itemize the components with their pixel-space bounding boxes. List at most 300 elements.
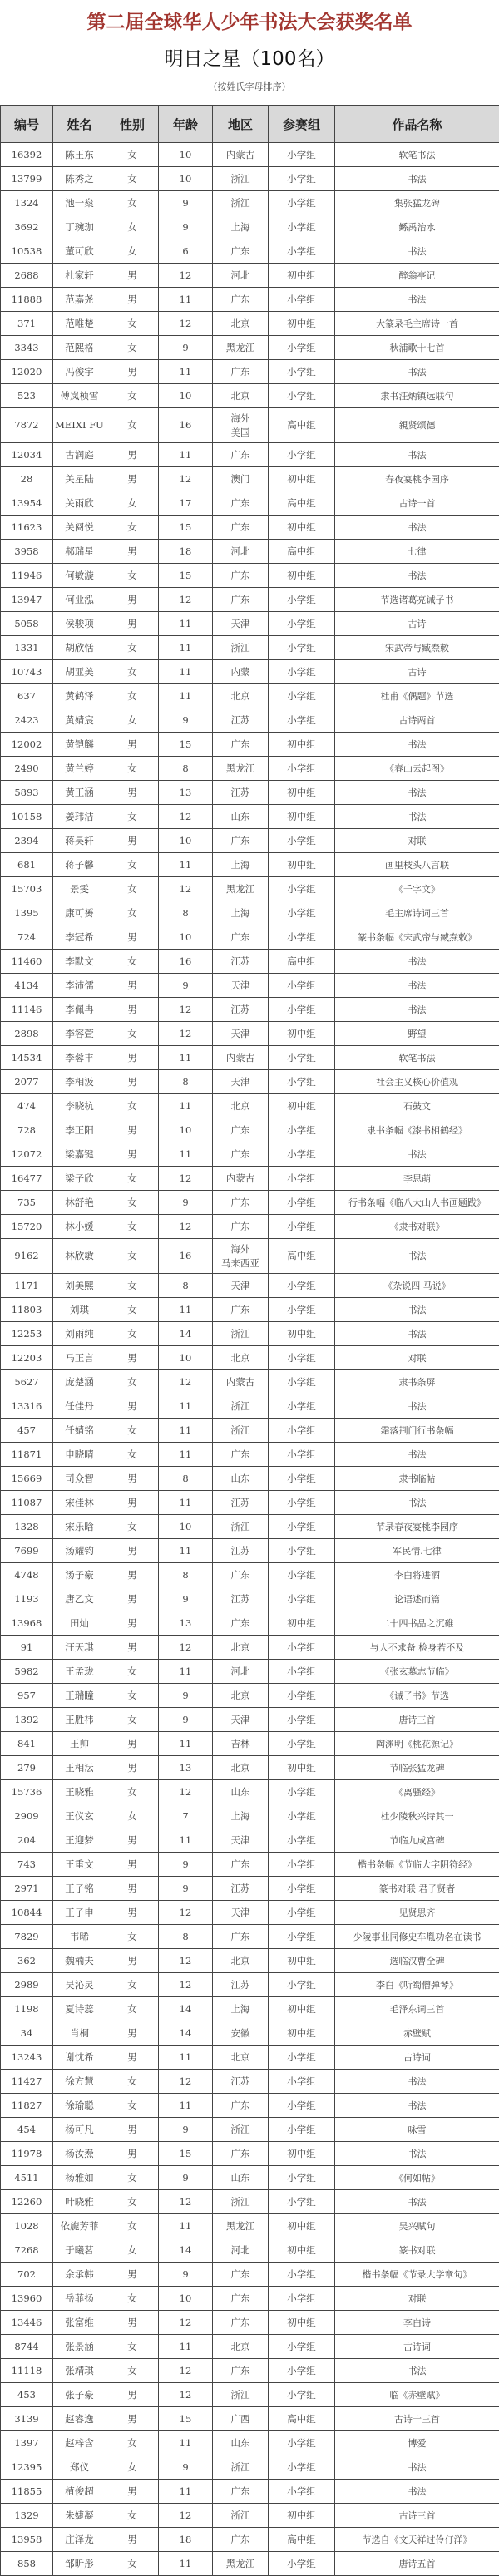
table-row (1, 1322, 499, 1346)
cell-group: 小学组 (269, 2431, 335, 2455)
cell-region: 广东 (213, 2094, 269, 2118)
cell-id: 1328 (1, 1515, 53, 1539)
cell-region: 广东 (213, 564, 269, 588)
cell-group: 小学组 (269, 1467, 335, 1491)
cell-name: 陈王东 (53, 143, 106, 167)
cell-group: 小学组 (269, 2383, 335, 2407)
cell-age: 16 (159, 1239, 213, 1274)
cell-gender: 男 (106, 2142, 159, 2166)
cell-name: 杜家轩 (53, 264, 106, 288)
cell-group: 初中组 (269, 516, 335, 540)
cell-age: 12 (159, 312, 213, 336)
cell-group: 小学组 (269, 191, 335, 215)
cell-age: 12 (159, 1636, 213, 1660)
cell-region: 内蒙 (213, 660, 269, 684)
cell-id: 3139 (1, 2407, 53, 2431)
cell-name: 傅岚桢雪 (53, 384, 106, 408)
cell-age: 10 (159, 143, 213, 167)
cell-gender: 女 (106, 1022, 159, 1046)
cell-age: 12 (159, 2504, 213, 2528)
cell-gender: 女 (106, 2190, 159, 2214)
cell-id: 1324 (1, 191, 53, 215)
cell-id: 1395 (1, 901, 53, 925)
cell-age: 15 (159, 733, 213, 757)
table-row (1, 1539, 499, 1563)
cell-region: 广东 (213, 2480, 269, 2504)
table-row (1, 1732, 499, 1756)
cell-region: 北京 (213, 1684, 269, 1708)
table-row (1, 1443, 499, 1467)
column-header-group: 参赛组 (269, 106, 335, 143)
cell-age: 11 (159, 2335, 213, 2359)
cell-name: 林小媛 (53, 1215, 106, 1239)
cell-age: 11 (159, 2046, 213, 2070)
cell-region: 天津 (213, 1274, 269, 1298)
table-row (1, 2142, 499, 2166)
cell-age: 11 (159, 443, 213, 467)
cell-work: 《千字文》 (335, 877, 499, 901)
cell-gender: 女 (106, 877, 159, 901)
cell-gender: 女 (106, 2166, 159, 2190)
table-row (1, 998, 499, 1022)
cell-region: 安徽 (213, 2021, 269, 2046)
cell-id: 15720 (1, 1215, 53, 1239)
cell-age: 11 (159, 2480, 213, 2504)
cell-group: 小学组 (269, 1587, 335, 1611)
cell-name: 姜玮洁 (53, 805, 106, 829)
cell-region: 广东 (213, 1925, 269, 1949)
cell-name: 刘美熙 (53, 1274, 106, 1298)
cell-id: 8744 (1, 2335, 53, 2359)
cell-work: 书法 (335, 2070, 499, 2094)
cell-name: 何业泓 (53, 588, 106, 612)
cell-age: 14 (159, 1997, 213, 2021)
cell-region: 浙江 (213, 2504, 269, 2528)
cell-name: 林舒艳 (53, 1191, 106, 1215)
cell-work: 书法 (335, 288, 499, 312)
table-row (1, 2528, 499, 2552)
cell-work: 书法 (335, 998, 499, 1022)
cell-group: 小学组 (269, 167, 335, 191)
cell-gender: 男 (106, 925, 159, 950)
cell-id: 204 (1, 1828, 53, 1853)
cell-work: 古诗一首 (335, 491, 499, 516)
cell-name: 谢忱希 (53, 2046, 106, 2070)
cell-name: 庞楚涵 (53, 1370, 106, 1394)
cell-name: 李佩冉 (53, 998, 106, 1022)
cell-work: 篆书对联 君子贤者 (335, 1877, 499, 1901)
cell-id: 7268 (1, 2238, 53, 2263)
cell-age: 16 (159, 950, 213, 974)
cell-region: 天津 (213, 1070, 269, 1094)
cell-work: 书法 (335, 1298, 499, 1322)
cell-name: 韦晞 (53, 1925, 106, 1949)
cell-age: 11 (159, 1660, 213, 1684)
cell-id: 2423 (1, 708, 53, 733)
cell-id: 13947 (1, 588, 53, 612)
cell-gender: 男 (106, 2311, 159, 2335)
cell-name: 司众智 (53, 1467, 106, 1491)
cell-group: 小学组 (269, 443, 335, 467)
cell-age: 12 (159, 805, 213, 829)
cell-age: 8 (159, 757, 213, 781)
table-row (1, 143, 499, 167)
cell-group: 小学组 (269, 143, 335, 167)
cell-age: 15 (159, 516, 213, 540)
cell-group: 小学组 (269, 1539, 335, 1563)
cell-region: 广东 (213, 1215, 269, 1239)
cell-id: 11427 (1, 2070, 53, 2094)
cell-name: 侯骏项 (53, 612, 106, 636)
cell-id: 457 (1, 1419, 53, 1443)
cell-work: 书法 (335, 2142, 499, 2166)
cell-group: 初中组 (269, 1094, 335, 1118)
cell-region: 广东 (213, 588, 269, 612)
table-row (1, 2431, 499, 2455)
table-row (1, 805, 499, 829)
cell-gender: 男 (106, 1732, 159, 1756)
cell-age: 8 (159, 1925, 213, 1949)
cell-id: 1392 (1, 1708, 53, 1732)
cell-age: 12 (159, 1901, 213, 1925)
cell-region: 北京 (213, 2046, 269, 2070)
cell-gender: 女 (106, 336, 159, 360)
cell-id: 858 (1, 2552, 53, 2576)
cell-region: 北京 (213, 684, 269, 708)
table-row (1, 1949, 499, 1973)
cell-name: 康可赟 (53, 901, 106, 925)
table-row (1, 467, 499, 491)
cell-work: 楷书条幅《节临大字阴符经》 (335, 1853, 499, 1877)
cell-work: 隶书条幅《漆书相鹤经》 (335, 1118, 499, 1142)
cell-gender: 女 (106, 1419, 159, 1443)
cell-name: 张富维 (53, 2311, 106, 2335)
cell-id: 2394 (1, 829, 53, 853)
cell-region: 山东 (213, 2431, 269, 2455)
cell-id: 681 (1, 853, 53, 877)
cell-group: 小学组 (269, 1491, 335, 1515)
table-row (1, 1708, 499, 1732)
table-row (1, 925, 499, 950)
cell-region: 江苏 (213, 998, 269, 1022)
cell-work: 节临张猛龙碑 (335, 1756, 499, 1780)
cell-age: 11 (159, 1419, 213, 1443)
cell-id: 11888 (1, 288, 53, 312)
cell-name: 陈秀之 (53, 167, 106, 191)
cell-gender: 女 (106, 1370, 159, 1394)
cell-work: 李白《听蜀僧弹琴》 (335, 1973, 499, 1997)
cell-region: 广西 (213, 2407, 269, 2431)
cell-gender: 女 (106, 1515, 159, 1539)
cell-region: 浙江 (213, 636, 269, 660)
cell-work: 毛主席诗词三首 (335, 901, 499, 925)
cell-age: 6 (159, 239, 213, 264)
table-row (1, 2166, 499, 2190)
cell-region: 广东 (213, 491, 269, 516)
cell-age: 9 (159, 1877, 213, 1901)
table-row (1, 1563, 499, 1587)
cell-group: 小学组 (269, 2118, 335, 2142)
cell-group: 小学组 (269, 1708, 335, 1732)
cell-work: 书法 (335, 1394, 499, 1419)
cell-work: 隶书临帖 (335, 1467, 499, 1491)
cell-group: 小学组 (269, 660, 335, 684)
cell-id: 34 (1, 2021, 53, 2046)
cell-group: 小学组 (269, 2335, 335, 2359)
table-row (1, 1877, 499, 1901)
cell-id: 2909 (1, 1804, 53, 1828)
cell-name: 植俊超 (53, 2480, 106, 2504)
cell-age: 11 (159, 853, 213, 877)
cell-group: 小学组 (269, 1394, 335, 1419)
cell-group: 小学组 (269, 1370, 335, 1394)
cell-name: 徐方慧 (53, 2070, 106, 2094)
cell-work: 节临九成宫碑 (335, 1828, 499, 1853)
cell-group: 小学组 (269, 708, 335, 733)
cell-work: 古诗三首 (335, 2504, 499, 2528)
cell-region: 上海 (213, 1804, 269, 1828)
cell-group: 小学组 (269, 288, 335, 312)
cell-work: 咏雪 (335, 2118, 499, 2142)
cell-region: 广东 (213, 1853, 269, 1877)
cell-age: 14 (159, 2238, 213, 2263)
cell-age: 12 (159, 1022, 213, 1046)
cell-group: 小学组 (269, 360, 335, 384)
table-row (1, 239, 499, 264)
cell-gender: 女 (106, 660, 159, 684)
cell-gender: 女 (106, 708, 159, 733)
cell-age: 12 (159, 2383, 213, 2407)
cell-work: 软笔书法 (335, 143, 499, 167)
cell-age: 14 (159, 1322, 213, 1346)
cell-gender: 男 (106, 1756, 159, 1780)
cell-region: 内蒙古 (213, 1370, 269, 1394)
cell-name: 董可欣 (53, 239, 106, 264)
cell-age: 12 (159, 2070, 213, 2094)
cell-gender: 男 (106, 2407, 159, 2431)
cell-id: 10844 (1, 1901, 53, 1925)
cell-region: 天津 (213, 1708, 269, 1732)
cell-gender: 男 (106, 1346, 159, 1370)
cell-age: 9 (159, 1191, 213, 1215)
table-row (1, 1346, 499, 1370)
cell-work: 二十四书品之沉碓 (335, 1611, 499, 1636)
cell-age: 7 (159, 1804, 213, 1828)
cell-id: 453 (1, 2383, 53, 2407)
cell-name: 汤子豪 (53, 1563, 106, 1587)
cell-work: 对联 (335, 829, 499, 853)
cell-id: 13243 (1, 2046, 53, 2070)
cell-region: 北京 (213, 2335, 269, 2359)
cell-group: 小学组 (269, 2359, 335, 2383)
cell-id: 12253 (1, 1322, 53, 1346)
cell-region: 广东 (213, 2263, 269, 2287)
cell-work: 唐诗五首 (335, 2552, 499, 2576)
cell-work: 书法 (335, 1142, 499, 1167)
cell-region: 浙江 (213, 2383, 269, 2407)
cell-name: 庄泽龙 (53, 2528, 106, 2552)
cell-name: 王帅 (53, 1732, 106, 1756)
cell-id: 13958 (1, 2528, 53, 2552)
cell-name: 杨雅如 (53, 2166, 106, 2190)
table-row (1, 757, 499, 781)
cell-gender: 女 (106, 1322, 159, 1346)
table-row (1, 2214, 499, 2238)
cell-work: 书法 (335, 805, 499, 829)
cell-id: 3958 (1, 540, 53, 564)
cell-work: 秋浦歌十七首 (335, 336, 499, 360)
cell-work: 大篆录毛主席诗一首 (335, 312, 499, 336)
cell-work: 书法 (335, 2480, 499, 2504)
cell-age: 17 (159, 491, 213, 516)
cell-id: 4134 (1, 974, 53, 998)
cell-gender: 男 (106, 264, 159, 288)
cell-region: 广东 (213, 443, 269, 467)
table-row (1, 2335, 499, 2359)
cell-age: 13 (159, 781, 213, 805)
cell-age: 10 (159, 1118, 213, 1142)
cell-work: 隶书汪炳镇远联句 (335, 384, 499, 408)
cell-name: 蒋子馨 (53, 853, 106, 877)
cell-group: 小学组 (269, 1419, 335, 1443)
cell-name: 蒋昊轩 (53, 829, 106, 853)
cell-id: 12020 (1, 360, 53, 384)
table-row (1, 408, 499, 443)
cell-age: 11 (159, 660, 213, 684)
cell-group: 小学组 (269, 925, 335, 950)
cell-name: 范唯楚 (53, 312, 106, 336)
cell-name: 赵梓含 (53, 2431, 106, 2455)
cell-gender: 男 (106, 1539, 159, 1563)
cell-region: 天津 (213, 1901, 269, 1925)
cell-group: 小学组 (269, 1828, 335, 1853)
cell-name: 李正阳 (53, 1118, 106, 1142)
cell-group: 初中组 (269, 2311, 335, 2335)
cell-region: 浙江 (213, 1394, 269, 1419)
cell-id: 11946 (1, 564, 53, 588)
cell-gender: 女 (106, 757, 159, 781)
table-row (1, 2383, 499, 2407)
cell-id: 13446 (1, 2311, 53, 2335)
table-row (1, 901, 499, 925)
cell-region: 广东 (213, 2528, 269, 2552)
cell-group: 初中组 (269, 1756, 335, 1780)
cell-region: 海外 美国 (213, 408, 269, 443)
cell-group: 小学组 (269, 684, 335, 708)
cell-name: 杨汝焘 (53, 2142, 106, 2166)
cell-id: 7829 (1, 1925, 53, 1949)
cell-name: 黄鹤泽 (53, 684, 106, 708)
cell-work: 书法 (335, 516, 499, 540)
cell-id: 743 (1, 1853, 53, 1877)
cell-region: 广东 (213, 1142, 269, 1167)
cell-work: 古诗 (335, 660, 499, 684)
cell-work: 《张玄墓志节临》 (335, 1660, 499, 1684)
cell-name: 梁嘉键 (53, 1142, 106, 1167)
cell-region: 浙江 (213, 191, 269, 215)
table-row (1, 2504, 499, 2528)
cell-id: 15703 (1, 877, 53, 901)
cell-group: 小学组 (269, 2552, 335, 2576)
table-row (1, 1491, 499, 1515)
cell-name: 张子豪 (53, 2383, 106, 2407)
cell-gender: 女 (106, 2214, 159, 2238)
cell-gender: 女 (106, 312, 159, 336)
cell-age: 9 (159, 1587, 213, 1611)
cell-age: 11 (159, 612, 213, 636)
cell-group: 初中组 (269, 2142, 335, 2166)
cell-work: 少陵事业同修史车胤功名在读书 (335, 1925, 499, 1949)
cell-region: 内蒙古 (213, 143, 269, 167)
cell-work: 书法 (335, 1239, 499, 1274)
cell-id: 5058 (1, 612, 53, 636)
cell-group: 小学组 (269, 1925, 335, 1949)
cell-name: 任婧铭 (53, 1419, 106, 1443)
cell-group: 小学组 (269, 1215, 335, 1239)
cell-id: 11460 (1, 950, 53, 974)
cell-name: 王重文 (53, 1853, 106, 1877)
cell-group: 初中组 (269, 781, 335, 805)
table-row (1, 1419, 499, 1443)
cell-work: 親贤颂德 (335, 408, 499, 443)
cell-name: 申晓晴 (53, 1443, 106, 1467)
cell-group: 小学组 (269, 1046, 335, 1070)
cell-name: 杨可凡 (53, 2118, 106, 2142)
cell-group: 小学组 (269, 215, 335, 239)
cell-age: 11 (159, 2094, 213, 2118)
table-header-row (1, 106, 499, 143)
cell-name: 张靖琪 (53, 2359, 106, 2383)
cell-id: 4748 (1, 1563, 53, 1587)
cell-name: 汪天琪 (53, 1636, 106, 1660)
cell-gender: 男 (106, 467, 159, 491)
cell-work: 古诗 (335, 612, 499, 636)
table-row (1, 491, 499, 516)
cell-work: 篆书条幅《宋武帝与臧焘敕》 (335, 925, 499, 950)
cell-group: 初中组 (269, 805, 335, 829)
cell-name: 王子申 (53, 1901, 106, 1925)
column-header-gender: 性别 (106, 106, 159, 143)
cell-age: 11 (159, 636, 213, 660)
cell-id: 91 (1, 1636, 53, 1660)
cell-age: 9 (159, 215, 213, 239)
cell-gender: 男 (106, 2021, 159, 2046)
table-row (1, 2359, 499, 2383)
cell-id: 7699 (1, 1539, 53, 1563)
cell-group: 高中组 (269, 540, 335, 564)
cell-name: 黄正涵 (53, 781, 106, 805)
cell-age: 9 (159, 1684, 213, 1708)
cell-age: 12 (159, 2359, 213, 2383)
cell-gender: 男 (106, 288, 159, 312)
cell-gender: 女 (106, 1660, 159, 1684)
cell-work: 临《赤壁赋》 (335, 2383, 499, 2407)
cell-region: 上海 (213, 853, 269, 877)
cell-gender: 女 (106, 2504, 159, 2528)
cell-region: 广东 (213, 2142, 269, 2166)
cell-id: 728 (1, 1118, 53, 1142)
cell-region: 黑龙江 (213, 2552, 269, 2576)
cell-name: 黄婧宸 (53, 708, 106, 733)
cell-gender: 女 (106, 1997, 159, 2021)
cell-region: 河北 (213, 540, 269, 564)
cell-work: 书法 (335, 2455, 499, 2480)
table-row (1, 1515, 499, 1539)
table-row (1, 2287, 499, 2311)
cell-region: 上海 (213, 901, 269, 925)
cell-group: 小学组 (269, 1118, 335, 1142)
cell-id: 15736 (1, 1780, 53, 1804)
